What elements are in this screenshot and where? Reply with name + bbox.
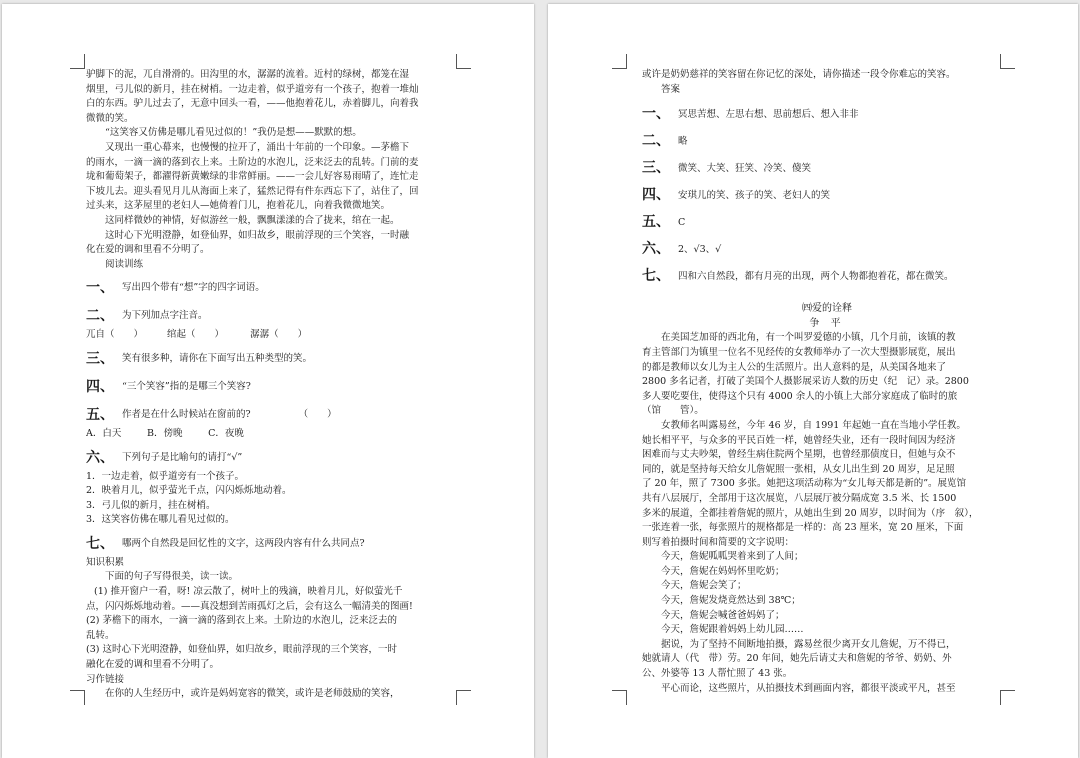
question-text: 哪两个自然段是回忆性的文字，这两段内容有什么共同点? (122, 537, 365, 549)
question-text: 为下列加点字注音。 (122, 310, 208, 322)
article-line: 同的，就是坚持每天给女儿詹妮照一张相，从女儿出生到 20 周岁，足足照 (642, 463, 955, 475)
article-line: 今天，詹妮呱呱哭着来到了人间； (661, 551, 804, 563)
section-heading-reading-practice: 阅读训练 (105, 258, 144, 270)
question-text: 下列句子是比喻句的请打“√” (122, 451, 243, 463)
answer-6 (642, 236, 1012, 263)
left-page (2, 4, 534, 758)
corner-mark-bottom-left (612, 690, 627, 705)
question-text: 写出四个带有“想”字的四字词语。 (122, 282, 265, 294)
question-number: 三、 (86, 350, 114, 367)
article-line: （馆 管）。 (642, 405, 704, 417)
sentence-item: 3．这笑容仿佛在哪儿看见过似的。 (86, 514, 235, 526)
pinyin-item: 兀自（ ） (86, 329, 144, 341)
knowledge-line: 乱转。 (86, 629, 115, 641)
article-line: 多米的展道，全都挂着詹妮的照片，从她出生到 20 周岁，以时间为（序 叙）， (642, 507, 979, 519)
answer-number: 三、 (642, 160, 670, 177)
corner-mark-top-right (1000, 54, 1015, 69)
article-line: 在美国芝加哥的西北角，有一个叫罗爱德的小镇，几个月前，该镇的教 (661, 332, 956, 344)
article-line: 了 20 年，照了 7300 多张。她把这项活动称为“女儿每天都是新的”。展览馆 (642, 478, 967, 490)
sentence-item: 3．弓儿似的新月，挂在树梢。 (86, 499, 216, 511)
right-page (548, 4, 1078, 758)
article-line: 今天，詹妮会笑了； (661, 580, 747, 592)
answer-text: 四和六自然段，都有月亮的出现，两个人物都抱着花，都在微笑。 (678, 271, 954, 283)
corner-mark-top-left (612, 54, 627, 69)
answer-3 (642, 155, 1012, 182)
answer-number: 六、 (642, 241, 670, 258)
intro-line: 垅和葡萄架子，都濯得新黄嫩绿的非常鲜丽。——一会儿好容易雨晴了，连忙走 (86, 171, 419, 183)
corner-mark-top-right (456, 54, 471, 69)
question-4 (86, 375, 460, 399)
question-number: 五、 (86, 406, 114, 423)
answer-4 (642, 182, 1012, 209)
pinyin-items (86, 328, 460, 343)
left-page-content (86, 68, 460, 702)
knowledge-line: (1) 推开窗户一看，呀! 凉云散了，树叶上的残滴，映着月儿，好似萤光千 (94, 586, 403, 598)
article-line: 她就请人（代 带）劳。20 年间，她先后请丈夫和詹妮的爷爷、奶奶、外 (642, 653, 952, 665)
answer-text: 略 (678, 136, 688, 148)
choice-a: A．白天 (86, 427, 122, 439)
knowledge-line: (2) 茅檐下的雨水，一滴一滴的落到衣上来。土阶边的水泡儿，泛来泛去的 (86, 615, 397, 627)
question-text: “三个笑容”指的是哪三个笑容? (122, 380, 251, 392)
article-title: ㈣爱的诠释 (802, 303, 852, 315)
question-7 (86, 532, 460, 556)
article-line: 今天，詹妮跟着妈妈上幼儿园…… (661, 624, 804, 636)
intro-line: 微微的笑。 (86, 112, 134, 124)
question-number: 二、 (86, 308, 114, 325)
intro-line: 这同样微妙的神情，好似游丝一般，飘飘漾漾的合了拢来，绾在一起。 (105, 214, 400, 226)
intro-line: 下坡儿去。迎头看见月儿从海面上来了，猛然记得有件东西忘下了，站住了，回 (86, 185, 419, 197)
article-line: 的都是教师以女儿为主人公的生活照片。出人意料的是，从美国各地来了 (642, 361, 947, 373)
knowledge-line: 点，闪闪烁烁地动着。——真没想到苦雨孤灯之后，会有这么一幅清美的图画! (86, 600, 413, 612)
answer-number: 二、 (642, 133, 670, 150)
answer-2 (642, 128, 1012, 155)
article-line: 据说，为了坚持不间断地拍摄，露易丝很少离开女儿詹妮，万不得已， (661, 638, 956, 650)
intro-line: 驴脚下的泥，兀自滑滑的。田沟里的水，潺潺的流着。近村的绿树，都笼在湿 (86, 69, 410, 80)
intro-line: 过头来，这茅屋里的老妇人—她倚着门儿，抱着花儿，向着我微微地笑。 (86, 200, 391, 212)
article-line: 公、外婆等 13 人帮忙照了 43 张。 (642, 668, 793, 680)
article-line: 今天，詹妮会喊爸爸妈妈了； (661, 609, 785, 621)
answer-paren: （ ） (298, 408, 337, 420)
corner-mark-bottom-left (70, 690, 85, 705)
answer-5 (642, 209, 1012, 236)
answer-number: 一、 (642, 106, 670, 123)
intro-line: 白的东西。驴儿过去了，无意中回头一看，——他抱着花儿，赤着脚儿，向着我 (86, 98, 419, 110)
article-line: 她长相平平，与众多的平民百姓一样，她曾经失业，还有一段时间因为经济 (642, 434, 956, 446)
article-line: 一张连着一张，每张照片的规格都是一样的：高 23 厘米，宽 20 厘米，下面 (642, 522, 964, 534)
article-line: 今天，詹妮在妈妈怀里吃奶； (661, 565, 785, 577)
pinyin-item: 潺潺（ ） (250, 329, 308, 341)
answer-7 (642, 263, 1012, 290)
intro-line: 的雨水，一滴一滴的落到衣上来。土阶边的水泡儿，泛来泛去的乱转。门前的麦 (86, 156, 419, 168)
article-line: 今天，詹妮发烧竟然达到 38℃； (661, 595, 801, 607)
intro-line: 又现出一重心幕来，也慢慢的拉开了，涌出十年前的一个印象。—茅檐下 (105, 141, 410, 153)
article-line: 平心而论，这些照片，从拍摄技术到画面内容，都很平淡或平凡，甚至 (661, 682, 956, 694)
question-5 (86, 403, 460, 427)
sentence-item: 1．一边走着，似乎道旁有一个孩子。 (86, 470, 245, 482)
article-author: 争 平 (809, 317, 845, 329)
intro-line: “这笑容又仿佛是哪儿看见过似的！”我仍是想——默默的想。 (105, 127, 362, 139)
question-6 (86, 446, 460, 470)
answer-text: C (678, 217, 686, 229)
knowledge-line: 下面的句子写得很美，读一读。 (105, 571, 239, 583)
question-number: 一、 (86, 280, 114, 297)
right-page-content (642, 68, 1012, 696)
article-line: 2800 多名记者，打破了美国个人摄影展采访人数的历史（纪 记）录。2800 (642, 376, 969, 388)
intro-line: 烟里，弓儿似的新月，挂在树梢。一边走着，似乎道旁有一个孩子，抱着一堆灿 (86, 83, 419, 95)
question-1 (86, 276, 460, 300)
question-number: 七、 (86, 535, 114, 552)
section-heading-answers: 答案 (661, 83, 681, 95)
choice-c: C．夜晚 (208, 427, 244, 439)
answer-text: 微笑、大笑、狂笑、冷笑、傻笑 (678, 163, 812, 175)
question-2 (86, 304, 460, 328)
choice-row (86, 427, 460, 442)
article-line: 共有八层展厅，全部用于这次展览，八层展厅被分隔成宽 3.5 米、长 1500 (642, 492, 957, 504)
question-number: 六、 (86, 449, 114, 466)
answer-text: 安琪儿的笑、孩子的笑、老妇人的笑 (678, 190, 831, 202)
article-line: 困难而与丈夫吵架，曾经生病住院两个星期，也曾经那债度日，但她与众不 (642, 449, 956, 461)
article-line: 育主管部门为镇里一位名不见经传的女教师举办了一次大型摄影展览，展出 (642, 346, 956, 358)
intro-line: 这时心下光明澄静，如登仙界，如归故乡，眼前浮现的三个笑容，一时融 (105, 229, 410, 241)
answer-text: 2、√3、√ (678, 244, 722, 256)
intro-line: 化在爱的调和里看不分明了。 (86, 244, 210, 256)
answer-1 (642, 101, 1012, 128)
article-line: 则写着拍摄时间和简要的文字说明： (642, 536, 795, 548)
question-text: 作者是在什么时候站在窗前的? (122, 408, 251, 420)
pinyin-item: 绾起（ ） (167, 329, 225, 341)
answer-number: 五、 (642, 214, 670, 231)
section-heading-knowledge: 知识积累 (86, 556, 125, 568)
knowledge-line: 融化在爱的调和里看不分明了。 (86, 659, 220, 671)
question-3 (86, 347, 460, 371)
knowledge-line: (3) 这时心下光明澄静，如登仙界，如归故乡，眼前浮现的三个笑容，一时 (86, 644, 397, 656)
knowledge-line: 在你的人生经历中，或许是妈妈宽容的微笑，或许是老师鼓励的笑容， (105, 688, 400, 700)
prompt-line: 或许是奶奶慈祥的笑容留在你记忆的深处，请你描述一段令你难忘的笑容。 (642, 69, 956, 80)
corner-mark-top-left (70, 54, 85, 69)
article-line: 多人要吃要住，使得这个只有 4000 余人的小镇上大部分家庭成了临时的旅 (642, 390, 958, 402)
choice-b: B．傍晚 (147, 427, 183, 439)
sentence-item: 2．映着月儿，似乎萤光千点，闪闪烁烁地动着。 (86, 485, 292, 497)
question-text: 笑有很多种，请你在下面写出五种类型的笑。 (122, 352, 313, 364)
answer-number: 七、 (642, 268, 670, 285)
question-number: 四、 (86, 378, 114, 395)
answer-number: 四、 (642, 187, 670, 204)
article-line: 女教师名叫露易丝，今年 46 岁，自 1991 年起她一直在当地小学任教。 (661, 419, 966, 431)
answer-text: 冥思苦想、左思右想、思前想后、想入非非 (678, 109, 859, 121)
section-heading-writing: 习作链接 (86, 673, 125, 685)
